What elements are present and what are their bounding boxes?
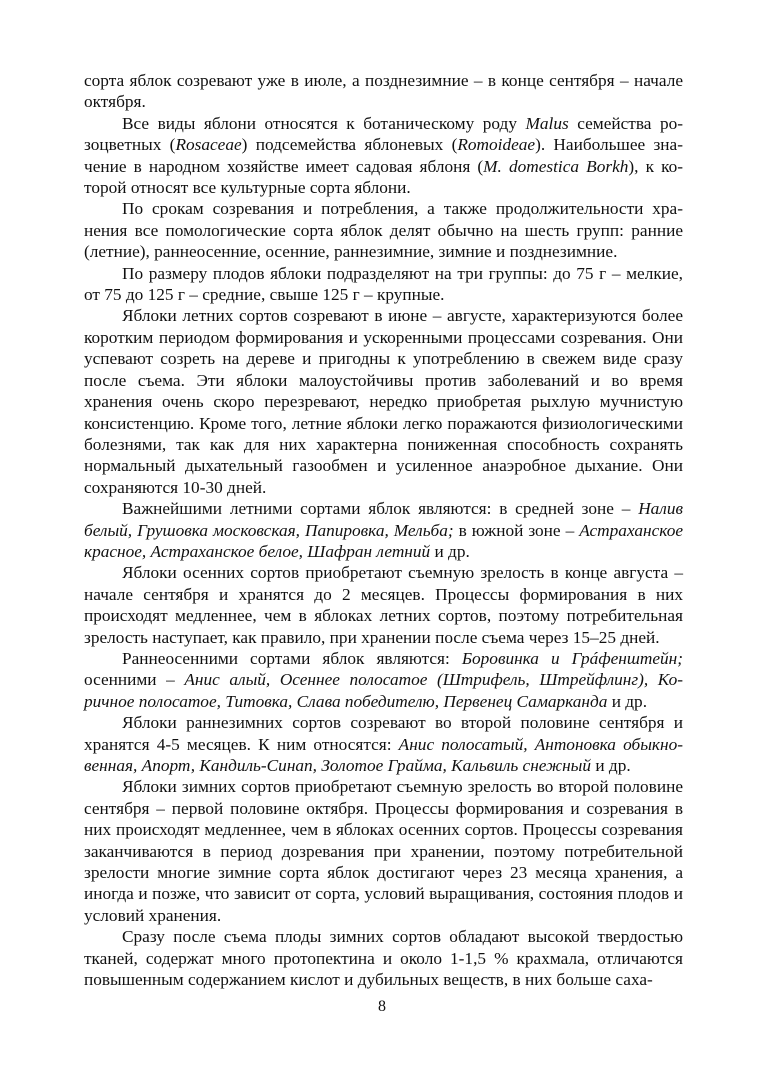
text-run: семейства розоцветных ( xyxy=(84,113,683,155)
text-run: и др. xyxy=(430,541,470,561)
text-run: ) подсемейства яблоневых ( xyxy=(241,135,458,155)
text-run: сорта яблок созревают уже в июле, а позднезимние – в конце сентября – начале октября. xyxy=(84,71,683,112)
italic-text: Rosaceae xyxy=(175,135,242,155)
paragraph xyxy=(84,776,683,926)
italic-text: Анис алый, Осеннее полосатое (Штрифель, Штрейфлинг), Коричное полосатое, Титовка, Слава победителю, Первенец Самарканда xyxy=(84,670,683,711)
text-run: Яблоки зимних сортов приобретают съемную зрелость во второй половине сентября – первой половине октября. Процессы формирования и созревания в них происходят медленнее, чем в яблоках осенних сортов. Процессы созревания заканчиваются в период дозревания при хранении, поэтому потребительной зрелости многие зимние сорта яблок достигают через 23 месяца хранения, а иногда и позже, что зависит от сорта, условий выращивания, состояния плодов и условий хранения. xyxy=(84,777,683,925)
text-run: Важнейшими летними сортами яблок являются: в средней зоне – xyxy=(122,499,639,519)
text-run: Яблоки летних сортов созревают в июне – августе, характеризуются более коротким периодом формирования и ускоренными процессами созревания. Они успевают созреть на дереве и пригодны к употреблению в свежем виде сразу после съема. Эти яблоки малоустойчивы против заболеваний и во время хранения очень скоро перезревают, нередко приобретая рыхлую мучнистую консистенцию. Кроме того, летние яблоки легко поражаются физиологическими болезнями, так как для них характерна пониженная способность сохранять нормальный дыхательный газообмен и усиленное анаэробное дыхание. Они сохраняются 10-30 дней. xyxy=(84,306,683,497)
paragraph xyxy=(84,648,683,712)
italic-text: Астраханское красное, Астраханское белое, Шафран летний xyxy=(84,520,684,561)
text-run: в южной зоне – xyxy=(453,520,580,540)
paragraph xyxy=(84,70,683,113)
paragraph xyxy=(84,712,683,776)
text-run: По размеру плодов яблоки подразделяют на три группы: до 75 г – мелкие, от 75 до 125 г – средние, свыше 125 г – крупные. xyxy=(84,263,683,305)
text-run: осенними – xyxy=(84,670,185,690)
italic-text: M. domestica Borkh xyxy=(483,156,629,176)
text-run: ). Наибольшее значение в народном хозяйстве имеет садовая яблоня ( xyxy=(84,135,683,176)
text-run: и др. xyxy=(607,691,648,711)
paragraph xyxy=(84,113,683,199)
paragraph xyxy=(84,498,683,562)
text-run: и др. xyxy=(591,756,631,775)
page-number: 8 xyxy=(378,998,386,1015)
italic-text: Romoideae xyxy=(457,135,536,155)
italic-text: Боровинка и Грáфенштейн; xyxy=(461,648,683,668)
text-run: ), к которой относят все культурные сорта яблони. xyxy=(84,156,683,198)
italic-text: Анис полосатый, Антоновка обыкновенная, Апорт, Кандиль-Синап, Золотое Грайма, Кальвиль снежный xyxy=(84,734,683,775)
italic-text: Налив белый, Грушовка московская, Папировка, Мельба; xyxy=(84,499,683,540)
text-run: Яблоки раннезимних сортов созревают во второй половине сентября и хранятся 4-5 месяцев. К ним относятся: xyxy=(84,713,683,754)
text-run: Сразу после съема плоды зимних сортов обладают высокой твердостью тканей, содержат много протопектина и около 1-1,5 % крахмала, отличаются повышенным содержанием кислот и дубильных веществ, в них больше саха- xyxy=(84,927,683,990)
text-run: Раннеосенними сортами яблок являются: xyxy=(122,648,462,668)
paragraph xyxy=(84,198,683,262)
text-run: Все виды яблони относятся к ботаническому роду xyxy=(122,113,526,133)
text-run: Яблоки осенних сортов приобретают съемную зрелость в конце августа – начале сентября и хранятся до 2 месяцев. Процессы формирования в них происходят медленнее, чем в яблоках летних сортов, поэтому потребительная зрелость наступает, как правило, при хранении после съема через 15–25 дней. xyxy=(84,563,683,647)
text-run: По срокам созревания и потребления, а также продолжительности хранения все помологические сорта яблок делят обычно на шесть групп: ранние (летние), раннеосенние, осенние, раннезимние, зимние и позднезимние. xyxy=(84,199,683,262)
italic-text: Malus xyxy=(525,113,569,133)
paragraph xyxy=(84,562,683,648)
paragraph xyxy=(84,926,683,990)
paragraph xyxy=(84,305,683,498)
paragraph xyxy=(84,263,683,306)
body-text xyxy=(84,70,683,990)
